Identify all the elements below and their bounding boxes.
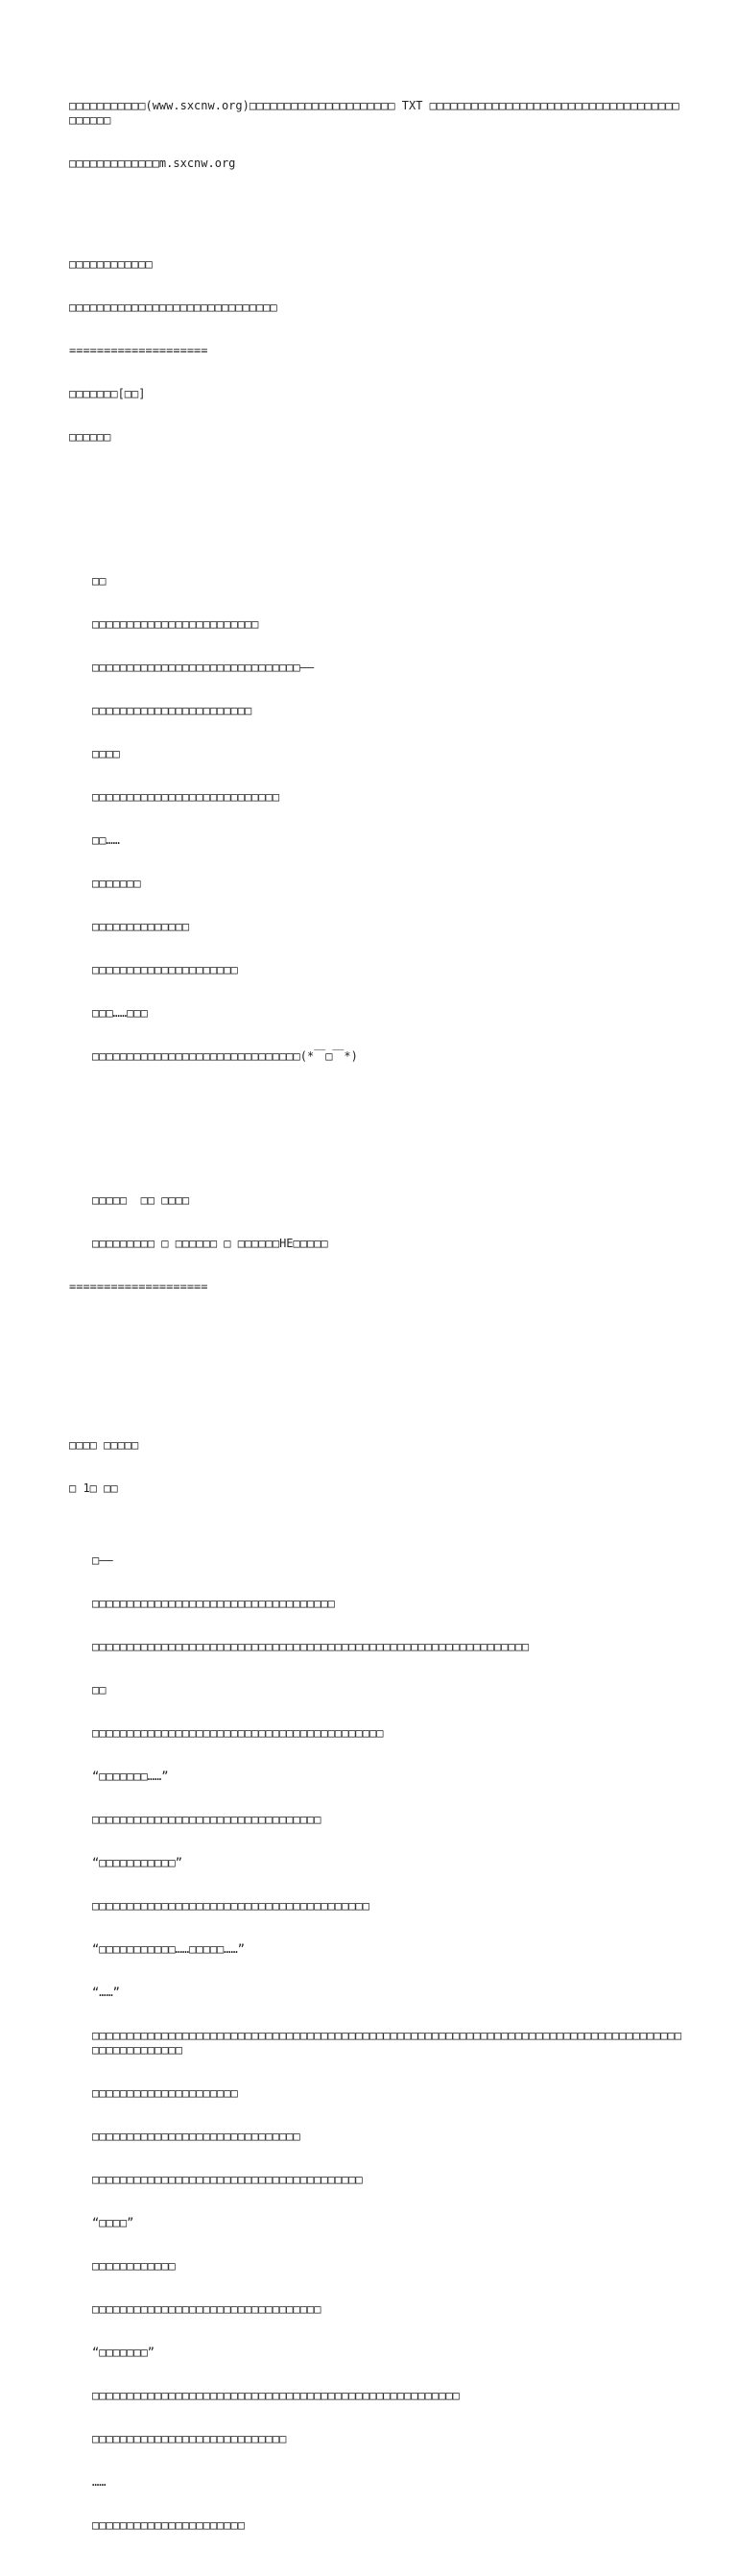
header-line-1: □□□□□□□□□□□(www.sxcnw.org)□□□□□□□□□□□□□□□□□□□□□ TXT □□□□□□□□□□□□□□□□□□□□□□□□□□□□□□□□□□□□□□□□□□ [69,99,679,127]
chapter-line: “□□□□□□□□□□□” [92,1856,182,1869]
intro-line: □□□□□□□□□□□□□□□□□□□□□ [92,963,238,976]
spacer [69,1121,683,1150]
chapter-line: □□□□□□□□□□□□□□□□□□□□□□□□□□□□□□□□□□□□□□□ [92,2173,363,2186]
chapter-line: “……” [92,1986,120,1999]
chapter-line: □□□□□□□□□□□□□□□□□□□□□□□□□□□□□□□□□ [92,1813,321,1826]
info-line-1: □□□□□□□□□□□□ [69,257,153,271]
chapter-line: □□□□□□□□□□□□□□□□□□□□□□□□□□□□□□□□□□□□□□□□□□□□□□□□□□□□□ [92,2389,460,2402]
divider: ==================== [69,344,208,357]
tags-line-1: □□□□□ □□ □□□□ [92,1193,190,1207]
intro-line: □□□□□□□□□□□□□□ [92,920,190,933]
chapter-line: “□□□□□□□……” [92,1769,169,1783]
chapter-line: □□□□□□□□□□□□□□□□□□□□□□□□□□□□□□□□□□□ [92,1597,335,1610]
intro-line: □□ [92,574,107,588]
chapter-line: □□□□□□□□□□□□□□□□□□□□□□ [92,2518,245,2532]
intro-line: □□□□□□□□□□□□□□□□□□□□□□□□ [92,617,259,631]
chapter-line: □□□□□□□□□□□□□□□□□□□□□□□□□□□□□□ [92,2130,300,2143]
chapter-line: □□□□□□□□□□□□ [92,2259,176,2273]
chapter-line: □□□□□□□□□□□□□□□□□□□□□□□□□□□□□□□□□□□□□□□□□□□□□□□□□□□□□□□□□□□□□□□ [92,1640,530,1653]
chapter-line: □□□□□□□□□□□□□□□□□□□□□□□□□□□□□□□□□ [92,2302,321,2316]
chapter-line: “□□□□” [92,2216,134,2229]
chapter-title: □ 1□ □□ [69,1481,118,1495]
chapter-line: □□□□□□□□□□□□□□□□□□□□□□□□□□□□□□□□□□□□□□□□□□ [92,1726,384,1740]
info-line-3: □□□□□□□[□□] [69,387,146,400]
divider: ==================== [69,1280,208,1293]
info-line-4: □□□□□□ [69,430,111,444]
intro-line: □□□□□□□ [92,877,141,890]
spacer [69,200,683,214]
info-line-2: □□□□□□□□□□□□□□□□□□□□□□□□□□□□□□ [69,301,277,314]
intro-line: □□□□□□□□□□□□□□□□□□□□□□□□□□□□□□—— [92,661,315,674]
intro-section [69,545,683,1093]
spacer [69,473,683,502]
chapter-line: □—— [92,1553,113,1567]
intro-line: □□…… [92,833,120,847]
document-body [69,70,683,2576]
chapter-line: …… [92,2475,107,2489]
chapter-text [69,1525,683,2562]
header-line-2: □□□□□□□□□□□□□m.sxcnw.org [69,156,236,170]
chapter-line: □□ [92,1683,107,1697]
chapter-line: □□□□□□□□□□□□□□□□□□□□□□□□□□□□ [92,2432,287,2445]
intro-line: □□□□□□□□□□□□□□□□□□□□□□□□□□□□□□(*￣□￣*) [92,1049,358,1063]
chapter-line: □□□□□□□□□□□□□□□□□□□□□□□□□□□□□□□□□□□□□□□□□□□□□□□□□□□□□□□□□□□□□□□□□□□□□□□□□□□□□□□□□□□□□□□□□□□□□□□□□□ [92,2029,682,2057]
chapter-line: □□□□□□□□□□□□□□□□□□□□□ [92,2086,238,2100]
intro-line: □□□□ [92,747,120,760]
chapter-line: “□□□□□□□” [92,2346,155,2359]
spacer [69,1323,683,1395]
chapter-line: □□□□□□□□□□□□□□□□□□□□□□□□□□□□□□□□□□□□□□□□ [92,1899,369,1913]
intro-line: □□□……□□□ [92,1006,148,1020]
tags-line-2: □□□□□□□□□ □ □□□□□□ □ □□□□□□HE□□□□□ [92,1237,328,1250]
intro-line: □□□□□□□□□□□□□□□□□□□□□□□□□□□ [92,790,280,804]
chapter-line: “□□□□□□□□□□□……□□□□□……” [92,1942,245,1956]
book-title: □□□□ □□□□□ [69,1438,139,1452]
intro-line: □□□□□□□□□□□□□□□□□□□□□□□ [92,704,252,717]
